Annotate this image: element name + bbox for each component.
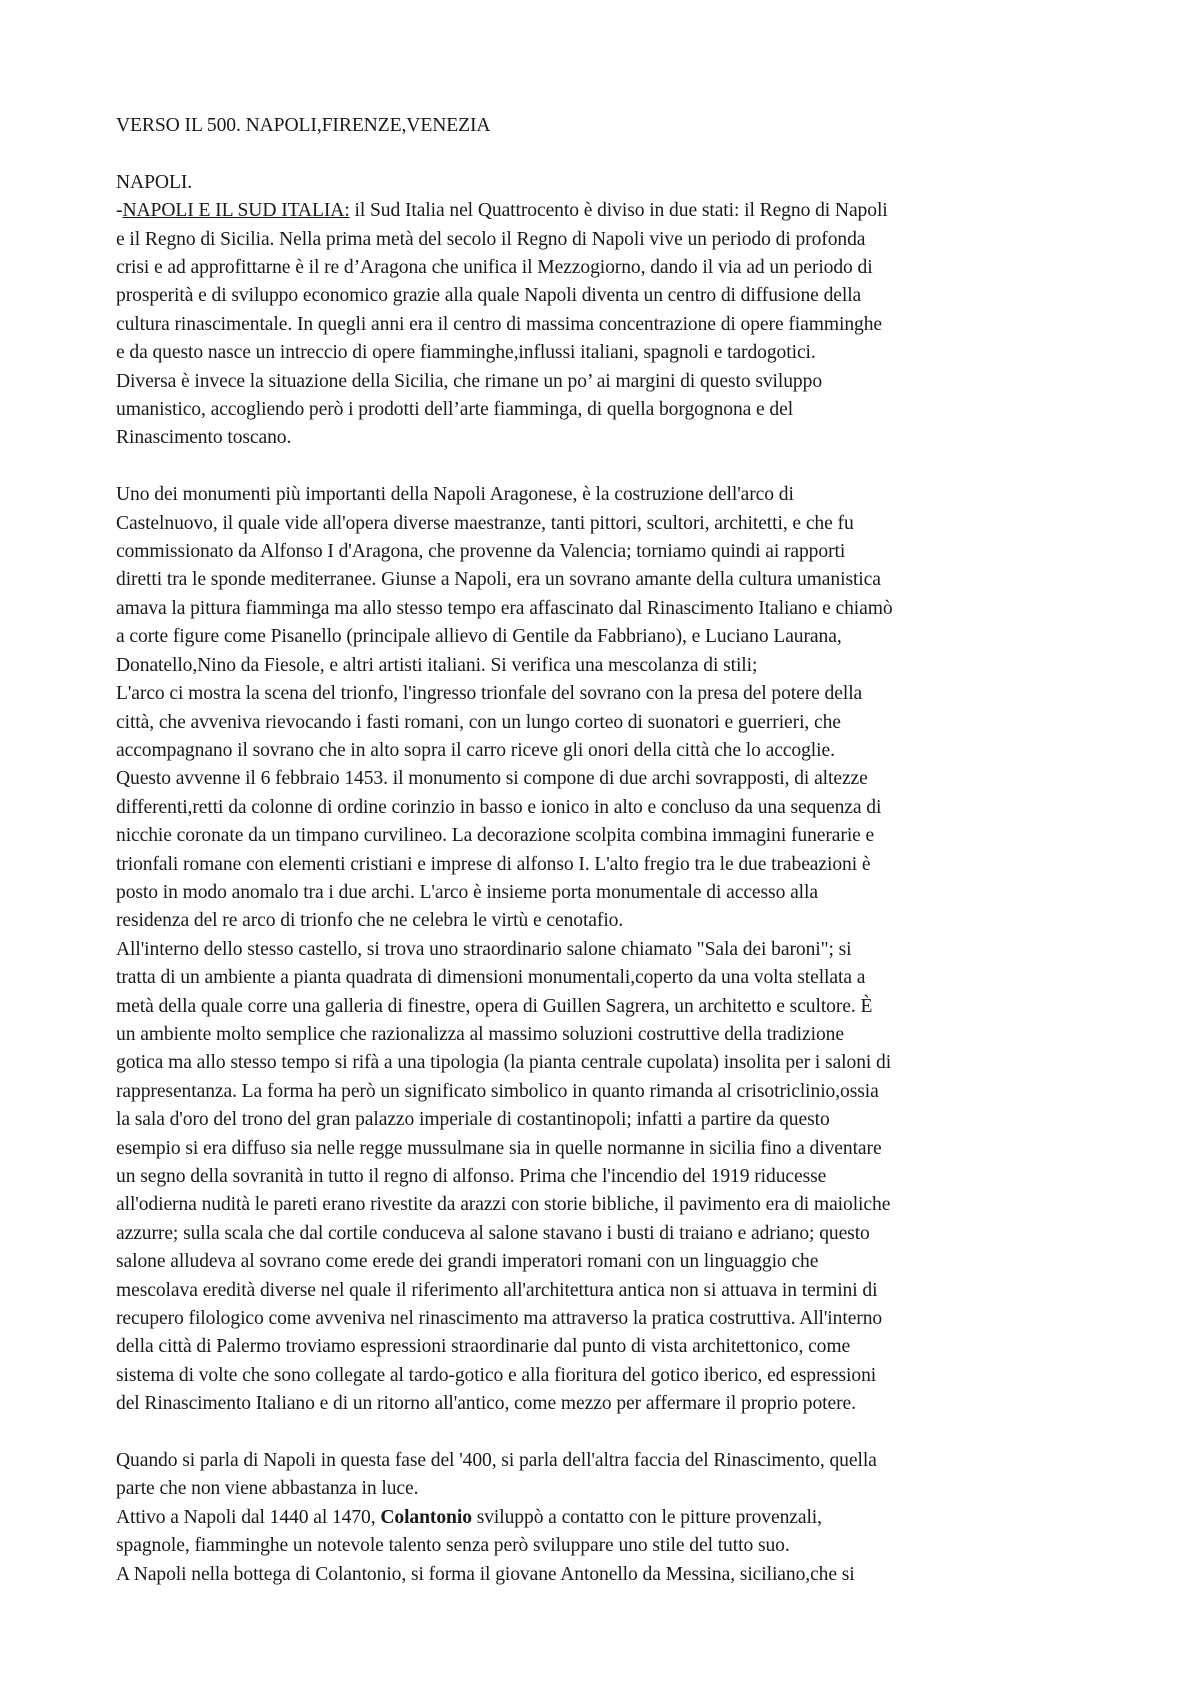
section-heading: NAPOLI.: [116, 171, 193, 193]
paragraph-line: commissionato da Alfonso I d'Aragona, che provenne da Valencia; torniamo quindi ai rapporti: [116, 541, 846, 563]
paragraph-line: Rinascimento toscano.: [116, 427, 292, 449]
paragraph-line: recupero filologico come avveniva nel rinascimento ma attraverso la pratica costruttiva. All'interno: [116, 1308, 883, 1330]
paragraph-line: un ambiente molto semplice che razionalizza al massimo soluzioni costruttive della tradizione: [116, 1023, 844, 1045]
paragraph-line: e il Regno di Sicilia. Nella prima metà del secolo il Regno di Napoli vive un periodo di profonda: [116, 228, 866, 250]
document-page: [116, 112, 1088, 1589]
paragraph-line: esempio si era diffuso sia nelle regge mussulmane sia in quelle normanne in sicilia fino a diventare: [116, 1137, 882, 1159]
paragraph-line: un segno della sovranità in tutto il regno di alfonso. Prima che l'incendio del 1919 riducesse: [116, 1166, 827, 1187]
paragraph-napoli-sud-italia: [116, 197, 1088, 453]
paragraph-line: Donatello,Nino da Fiesole, e altri artisti italiani. Si verifica una mescolanza di stili;: [116, 654, 758, 676]
paragraph-line: A Napoli nella bottega di Colantonio, si forma il giovane Antonello da Messina, siciliano,che si: [116, 1563, 855, 1585]
paragraph-line: prosperità e di sviluppo economico grazie alla quale Napoli diventa un centro di diffusione della: [116, 285, 862, 307]
paragraph-line: mescolava eredità diverse nel quale il riferimento all'architettura antica non si attuava in termini di: [116, 1279, 878, 1301]
paragraph-line: rappresentanza. La forma ha però un significato simbolico in quanto rimanda al crisotriclinio,ossia: [116, 1080, 879, 1102]
paragraph-line: L'arco ci mostra la scena del trionfo, l'ingresso trionfale del sovrano con la presa del potere della: [116, 683, 863, 705]
paragraph-line: all'odierna nudità le pareti erano rivestite da arazzi con storie bibliche, il pavimento era di maioliche: [116, 1194, 891, 1216]
paragraph-line: Castelnuovo, il quale vide all'opera diverse maestranze, tanti pittori, scultori, architetti, e che fu: [116, 512, 854, 534]
paragraph-line: [116, 197, 1088, 225]
paragraph-line: amava la pittura fiamminga ma allo stesso tempo era affascinato dal Rinascimento Italiano e chiamò: [116, 597, 893, 619]
document-title: VERSO IL 500. NAPOLI,FIRENZE,VENEZIA: [116, 115, 491, 136]
paragraph-line: accompagnano il sovrano che in alto sopra il carro riceve gli onori della città che lo accoglie.: [116, 739, 835, 761]
paragraph-line: e da questo nasce un intreccio di opere fiamminghe,influssi italiani, spagnoli e tardogotici.: [116, 342, 816, 364]
paragraph-line: la sala d'oro del trono del gran palazzo imperiale di costantinopoli; infatti a partire da questo: [116, 1109, 830, 1131]
paragraph-colantonio: [116, 1504, 1088, 1589]
paragraph-line: [116, 1504, 1088, 1532]
paragraph-line: a corte figure come Pisanello (principale allievo di Gentile da Fabbriano), e Luciano Laurana,: [116, 626, 842, 648]
paragraph-castelnuovo: [116, 481, 1088, 1418]
paragraph-line: parte che non viene abbastanza in luce.: [116, 1478, 419, 1500]
paragraph-text: sviluppò a contatto con le pitture provenzali,: [471, 1506, 822, 1528]
paragraph-line: della città di Palermo troviamo espressioni straordinarie dal punto di vista architettonico, come: [116, 1336, 851, 1358]
paragraph-line: posto in modo anomalo tra i due archi. L'arco è insieme porta monumentale di accesso alla: [116, 881, 818, 903]
paragraph-line: umanistico, accogliendo però i prodotti dell’arte fiamminga, di quella borgognona e del: [116, 399, 794, 421]
subheading-underlined: NAPOLI E IL SUD ITALIA:: [122, 200, 350, 222]
dash-prefix: -: [116, 200, 123, 222]
paragraph-line: città, che avveniva rievocando i fasti romani, con un lungo corteo di suonatori e guerrieri, che: [116, 711, 841, 733]
paragraph-line: cultura rinascimentale. In quegli anni era il centro di massima concentrazione di opere fiamminghe: [116, 313, 883, 335]
paragraph-line: Quando si parla di Napoli in questa fase del '400, si parla dell'altra faccia del Rinascimento, quella: [116, 1450, 877, 1472]
paragraph-line: Diversa è invece la situazione della Sicilia, che rimane un po’ ai margini di questo sviluppo: [116, 370, 823, 392]
paragraph-line: azzurre; sulla scala che dal cortile conduceva al salone stavano i busti di traiano e adriano; questo: [116, 1222, 870, 1244]
paragraph-line: differenti,retti da colonne di ordine corinzio in basso e ionico in alto e concluso da una sequenza di: [116, 796, 882, 818]
bold-name: Colantonio: [380, 1506, 472, 1528]
paragraph-line: tratta di un ambiente a pianta quadrata di dimensioni monumentali,coperto da una volta stellata a: [116, 967, 866, 989]
paragraph-text: Attivo a Napoli dal 1440 al 1470,: [116, 1506, 381, 1528]
paragraph-line: salone alludeva al sovrano come erede dei grandi imperatori romani con un linguaggio che: [116, 1251, 819, 1273]
paragraph-line: residenza del re arco di trionfo che ne celebra le virtù e cenotafio.: [116, 910, 624, 932]
spacer: [116, 1419, 1088, 1447]
paragraph-line: metà della quale corre una galleria di finestre, opera di Guillen Sagrera, un architetto e scultore. È: [116, 995, 873, 1017]
paragraph-line: crisi e ad approfittarne è il re d’Aragona che unifica il Mezzogiorno, dando il via ad un periodo di: [116, 257, 873, 279]
paragraph-line: del Rinascimento Italiano e di un ritorno all'antico, come mezzo per affermare il proprio potere.: [116, 1393, 856, 1415]
spacer: [116, 453, 1088, 481]
paragraph-line: All'interno dello stesso castello, si trova uno straordinario salone chiamato "Sala dei baroni"; si: [116, 938, 852, 960]
paragraph-line: gotica ma allo stesso tempo si rifà a una tipologia (la pianta centrale cupolata) insolita per i saloni di: [116, 1052, 892, 1074]
paragraph-line: trionfali romane con elementi cristiani e imprese di alfonso I. L'alto fregio tra le due trabeazioni è: [116, 853, 871, 875]
paragraph-text: il Sud Italia nel Quattrocento è diviso in due stati: il Regno di Napoli: [349, 200, 888, 222]
paragraph-line: diretti tra le sponde mediterranee. Giunse a Napoli, era un sovrano amante della cultura umanistica: [116, 569, 881, 591]
paragraph-line: nicchie coronate da un timpano curvilineo. La decorazione scolpita combina immagini funerarie e: [116, 825, 875, 847]
paragraph-line: Questo avvenne il 6 febbraio 1453. il monumento si compone di due archi sovrapposti, di altezze: [116, 768, 868, 790]
paragraph-napoli-400: [116, 1447, 1088, 1504]
spacer: [116, 140, 1088, 168]
paragraph-line: Uno dei monumenti più importanti della Napoli Aragonese, è la costruzione dell'arco di: [116, 484, 794, 506]
paragraph-line: spagnole, fiamminghe un notevole talento senza però sviluppare uno stile del tutto suo.: [116, 1535, 790, 1557]
paragraph-line: sistema di volte che sono collegate al tardo-gotico e alla fioritura del gotico iberico, ed espressioni: [116, 1364, 877, 1386]
